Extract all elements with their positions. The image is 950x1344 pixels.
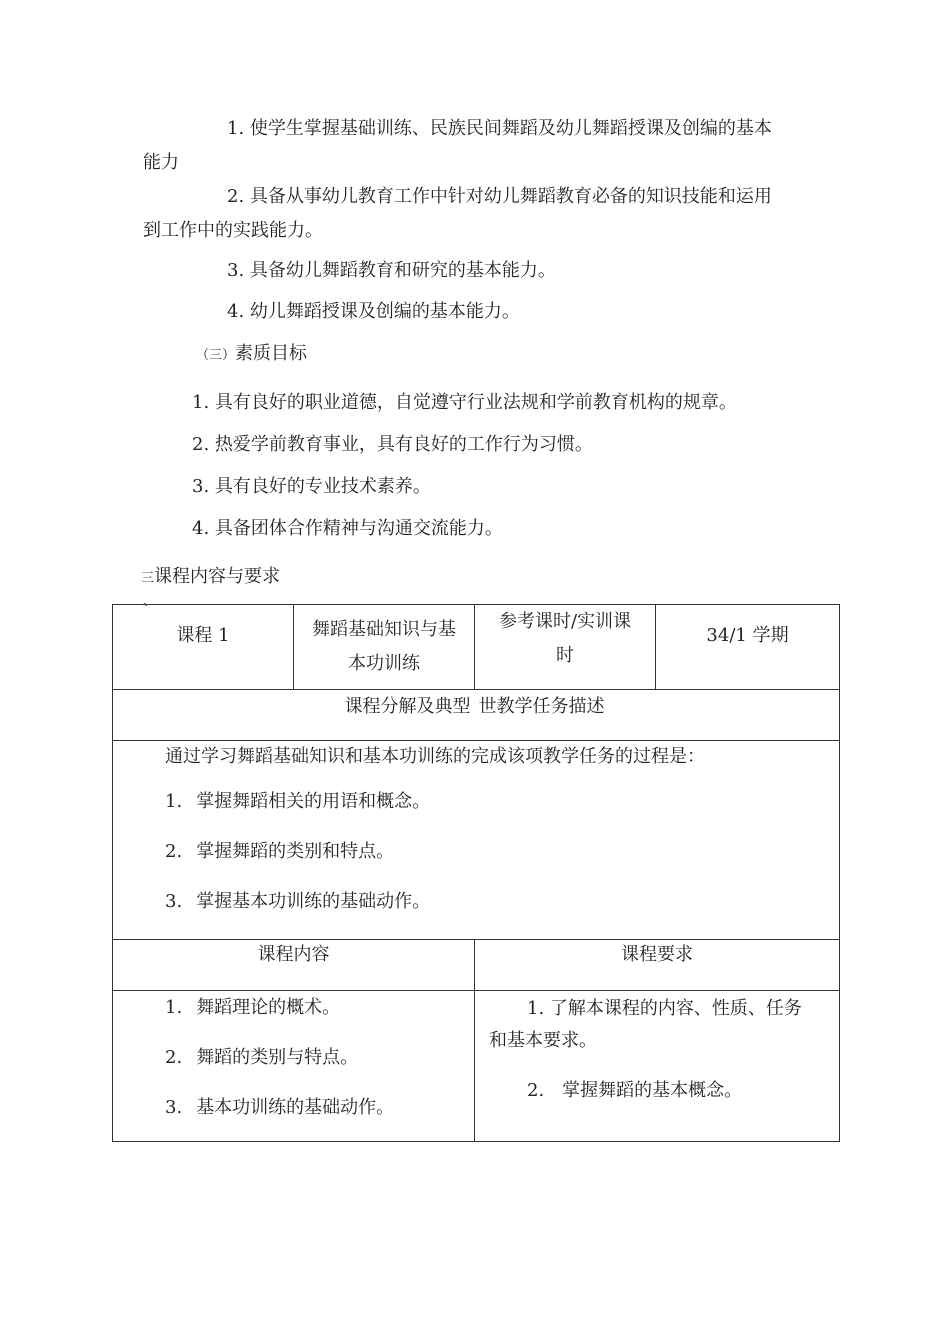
section-heading-tail: 、 — [143, 594, 157, 609]
process-cell — [113, 741, 840, 940]
course-name-line2: 本功训练 — [348, 653, 420, 674]
quality-item-1: 1. 具有良好的职业道德，自觉遵守行业法规和学前教育机构的规章。 — [192, 392, 737, 413]
content-header-cell — [113, 940, 475, 991]
requirement-list-cell — [475, 991, 840, 1142]
hours-label-line2: 时 — [556, 645, 574, 666]
quality-heading — [196, 339, 307, 365]
quality-item-2: 2. 热爱学前教育事业，具有良好的工作行为习惯。 — [192, 434, 593, 455]
process-item-2: 2. 掌握舞蹈的类别和特点。 — [165, 841, 395, 862]
section-heading-title: 课程内容与要求 — [154, 566, 281, 587]
decomp-left: 课程分解及典型 — [344, 696, 471, 717]
quality-heading-title: 素质目标 — [235, 343, 308, 364]
course-header-row — [113, 605, 840, 690]
course-name-line1: 舞蹈基础知识与基 — [312, 619, 456, 640]
content-row — [113, 991, 840, 1142]
content-header-row — [113, 940, 840, 991]
content-item-2: 2. 舞蹈的类别与特点。 — [165, 1047, 359, 1068]
section-heading — [141, 562, 280, 588]
ability-item-2 — [143, 180, 843, 248]
process-row — [113, 741, 840, 940]
requirement-item-1 — [489, 993, 839, 1057]
decomp-left-cell — [113, 690, 475, 741]
hours-value: 34/1 学期 — [706, 625, 789, 646]
ability-item-4: 4. 幼儿舞蹈授课及创编的基本能力。 — [227, 301, 520, 322]
hours-label-cell — [475, 605, 656, 690]
content-header: 课程内容 — [257, 944, 330, 965]
ability-item-1-line2: 能力 — [143, 152, 179, 173]
decomp-row — [113, 690, 840, 741]
course-label-cell — [113, 605, 294, 690]
quality-heading-prefix: （三） — [196, 348, 236, 363]
section-heading-prefix: 三 — [141, 571, 155, 586]
ability-item-1-line1: 1. 使学生掌握基础训练、民族民间舞蹈及幼儿舞蹈授课及创编的基本 — [227, 118, 772, 139]
content-item-1: 1. 舞蹈理论的概术。 — [165, 997, 341, 1018]
requirement-header: 课程要求 — [621, 944, 693, 965]
course-label: 课程 1 — [176, 625, 230, 646]
requirement-header-cell — [475, 940, 840, 991]
requirement-item-1-line2: 和基本要求。 — [489, 1030, 597, 1051]
decomp-right-cell — [475, 690, 840, 741]
content-item-3: 3. 基本功训练的基础动作。 — [165, 1097, 395, 1118]
requirement-item-2: 2. 掌握舞蹈的基本概念。 — [527, 1080, 743, 1101]
requirement-item-1-line1: 1. 了解本课程的内容、性质、任务 — [527, 998, 802, 1019]
process-item-1: 1. 掌握舞蹈相关的用语和概念。 — [165, 791, 431, 812]
quality-item-4: 4. 具备团体合作精神与沟通交流能力。 — [192, 518, 503, 539]
ability-item-2-line1: 2. 具备从事幼儿教育工作中针对幼儿舞蹈教育必备的知识技能和运用 — [227, 186, 772, 207]
process-intro: 通过学习舞蹈基础知识和基本功训练的完成该项教学任务的过程是： — [165, 746, 705, 767]
ability-item-1 — [143, 112, 843, 180]
ability-item-3: 3. 具备幼儿舞蹈教育和研究的基本能力。 — [227, 260, 556, 281]
quality-item-3: 3. 具有良好的专业技术素养。 — [192, 476, 431, 497]
process-item-3: 3. 掌握基本功训练的基础动作。 — [165, 891, 431, 912]
ability-item-2-line2: 到工作中的实践能力。 — [143, 220, 323, 241]
course-name-cell — [294, 605, 475, 690]
hours-label-line1: 参考课时/实训课 — [498, 611, 632, 632]
course-table — [112, 604, 840, 1142]
content-list-cell — [113, 991, 475, 1142]
decomp-right: 世教学任务描述 — [478, 696, 605, 717]
hours-value-cell — [656, 605, 840, 690]
